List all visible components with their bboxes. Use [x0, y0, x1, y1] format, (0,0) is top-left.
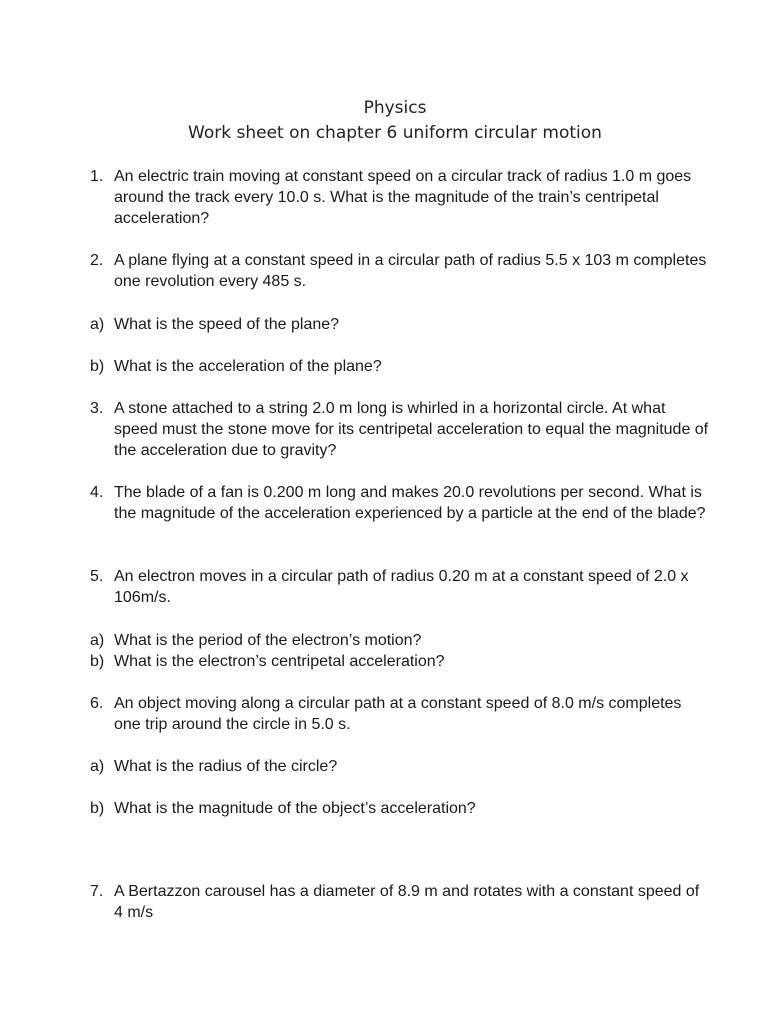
item-text: What is the period of the electron’s motion? — [114, 632, 422, 649]
item-text: An electron moves in a circular path of radius 0.20 m at a constant speed of 2.0 x 106m/s. — [114, 568, 689, 606]
title-block — [0, 96, 768, 146]
item-text: The blade of a fan is 0.200 m long and makes 20.0 revolutions per second. What is the magnitude of the acceleration experienced by a particle at the end of the blade? — [114, 484, 706, 522]
question-6b — [90, 798, 710, 819]
item-text: An object moving along a circular path at a constant speed of 8.0 m/s completes one trip around the circle in 5.0 s. — [114, 695, 682, 733]
item-marker: a) — [90, 758, 105, 775]
question-5 — [90, 566, 710, 608]
item-marker: b) — [90, 653, 105, 670]
item-text: A stone attached to a string 2.0 m long is whirled in a horizontal circle. At what speed must the stone move for its centripetal acceleration to equal the magnitude of the acceleration due to gravity? — [114, 400, 709, 459]
question-1 — [90, 166, 710, 229]
question-5a — [90, 630, 710, 651]
item-marker: 2. — [90, 252, 104, 269]
item-marker: 6. — [90, 695, 104, 712]
item-text: What is the radius of the circle? — [114, 758, 338, 775]
item-text: A Bertazzon carousel has a diameter of 8.9 m and rotates with a constant speed of 4 m/s — [114, 883, 700, 921]
question-7 — [90, 881, 710, 923]
question-5b — [90, 651, 710, 672]
item-text: What is the acceleration of the plane? — [114, 358, 382, 375]
question-6 — [90, 693, 710, 735]
item-text: A plane flying at a constant speed in a circular path of radius 5.5 x 103 m completes one revolution every 485 s. — [114, 252, 707, 290]
item-text: What is the magnitude of the object’s acceleration? — [114, 800, 476, 817]
question-4 — [90, 482, 710, 524]
item-text: What is the electron’s centripetal acceleration? — [114, 653, 445, 670]
item-marker: a) — [90, 632, 105, 649]
question-2 — [90, 250, 710, 292]
item-marker: a) — [90, 316, 105, 333]
item-marker: 4. — [90, 484, 104, 501]
item-text: What is the speed of the plane? — [114, 316, 340, 333]
item-marker: 1. — [90, 168, 104, 185]
question-2a — [90, 314, 710, 335]
item-marker: 7. — [90, 883, 104, 900]
worksheet-title: Work sheet on chapter 6 uniform circular motion — [188, 123, 602, 143]
item-marker: 3. — [90, 400, 104, 417]
question-6a — [90, 756, 710, 777]
question-3 — [90, 398, 710, 461]
question-2b — [90, 356, 710, 377]
item-text: An electric train moving at constant speed on a circular track of radius 1.0 m goes around the track every 10.0 s. What is the magnitude of the train’s centripetal acceleration? — [114, 168, 692, 227]
subject-heading: Physics — [363, 98, 427, 118]
item-marker: b) — [90, 800, 105, 817]
item-marker: 5. — [90, 568, 104, 585]
item-marker: b) — [90, 358, 105, 375]
